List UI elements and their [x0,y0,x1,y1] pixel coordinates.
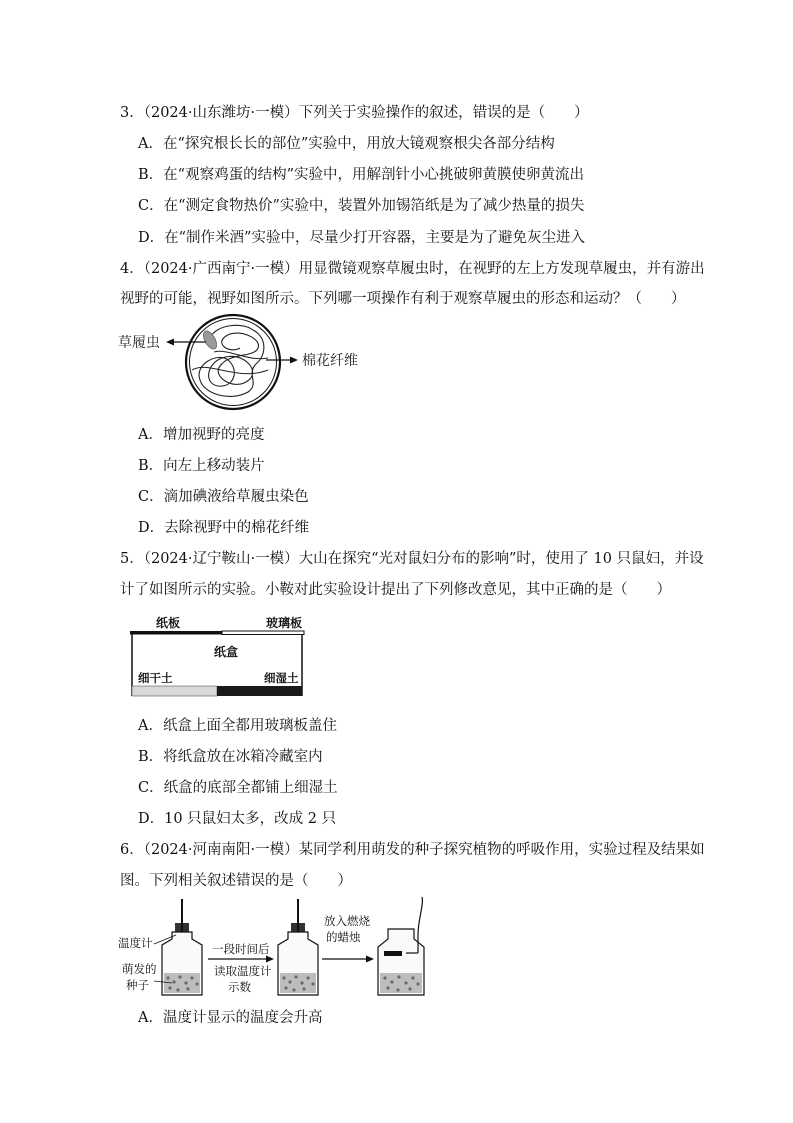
question-6-stem-line2: 图。下列相关叙述错误的是（ ） [120,873,352,889]
question-4-option-b: B．向左上移动装片 [138,458,265,474]
question-3-option-a: A．在“探究根长长的部位”实验中，用放大镜观察根尖各部分结构 [138,136,555,152]
dry-soil-label: 细干土 [138,671,173,685]
seeds-label-line2: 种子 [126,978,149,992]
woodlouse-box-figure [124,616,314,700]
paper-box-label: 纸盒 [214,645,239,659]
arrow2-top-label-line1: 放入燃烧 [324,914,370,928]
question-5-option-a: A．纸盒上面全都用玻璃板盖住 [138,718,337,734]
question-5-option-b: B．将纸盒放在冰箱冷藏室内 [138,749,323,765]
respiration-experiment-figure [118,895,438,1003]
thermometer-label: 温度计 [118,936,153,950]
question-4-option-a: A．增加视野的亮度 [138,427,265,443]
wet-soil-label: 细湿土 [264,671,299,685]
paramecium-label: 草履虫 [118,335,160,351]
question-5-option-d: D．10 只鼠妇太多，改成 2 只 [138,811,337,827]
question-5-option-c: C．纸盒的底部全都铺上细湿土 [138,780,338,796]
cotton-fiber-label: 棉花纤维 [302,353,358,369]
paper-board-label: 纸板 [156,616,181,630]
microscope-field-figure [118,312,378,418]
glass-board-label: 玻璃板 [266,616,303,630]
question-3-option-c: C．在“测定食物热价”实验中，装置外加锡箔纸是为了减少热量的损失 [138,198,585,214]
question-4-stem-line2: 视野的可能，视野如图所示。下列哪一项操作有利于观察草履虫的形态和运动？（ ） [120,291,686,307]
question-4-stem-line1: 4．（2024·广西南宁·一模）用显微镜观察草履虫时，在视野的左上方发现草履虫，并有游出 [120,261,705,277]
question-6-stem-line1: 6．（2024·河南南阳·一模）某同学利用萌发的种子探究植物的呼吸作用，实验过程及结果如 [120,842,705,858]
seeds-label-line1: 萌发的 [122,962,157,976]
arrow1-bottom-label-line1: 读取温度计 [214,964,272,978]
question-3-option-b: B．在“观察鸡蛋的结构”实验中，用解剖针小心挑破卵黄膜使卵黄流出 [138,167,584,183]
question-5-stem-line2: 计了如图所示的实验。小鞍对此实验设计提出了下列修改意见，其中正确的是（ ） [120,582,671,598]
question-5-stem-line1: 5．（2024·辽宁鞍山·一模）大山在探究“光对鼠妇分布的影响”时，使用了 10 只鼠妇，并设 [120,551,704,567]
question-3-option-d: D．在“制作米酒”实验中，尽量少打开容器，主要是为了避免灰尘进入 [138,230,585,246]
arrow1-bottom-label-line2: 示数 [228,980,251,994]
question-4-option-d: D．去除视野中的棉花纤维 [138,520,310,536]
question-4-option-c: C．滴加碘液给草履虫染色 [138,489,309,505]
arrow1-top-label: 一段时间后 [212,942,270,956]
arrow2-top-label-line2: 的蜡烛 [326,930,361,944]
question-6-option-a: A．温度计显示的温度会升高 [138,1010,323,1026]
question-3-stem: 3．（2024·山东潍坊·一模）下列关于实验操作的叙述，错误的是（ ） [120,105,589,121]
